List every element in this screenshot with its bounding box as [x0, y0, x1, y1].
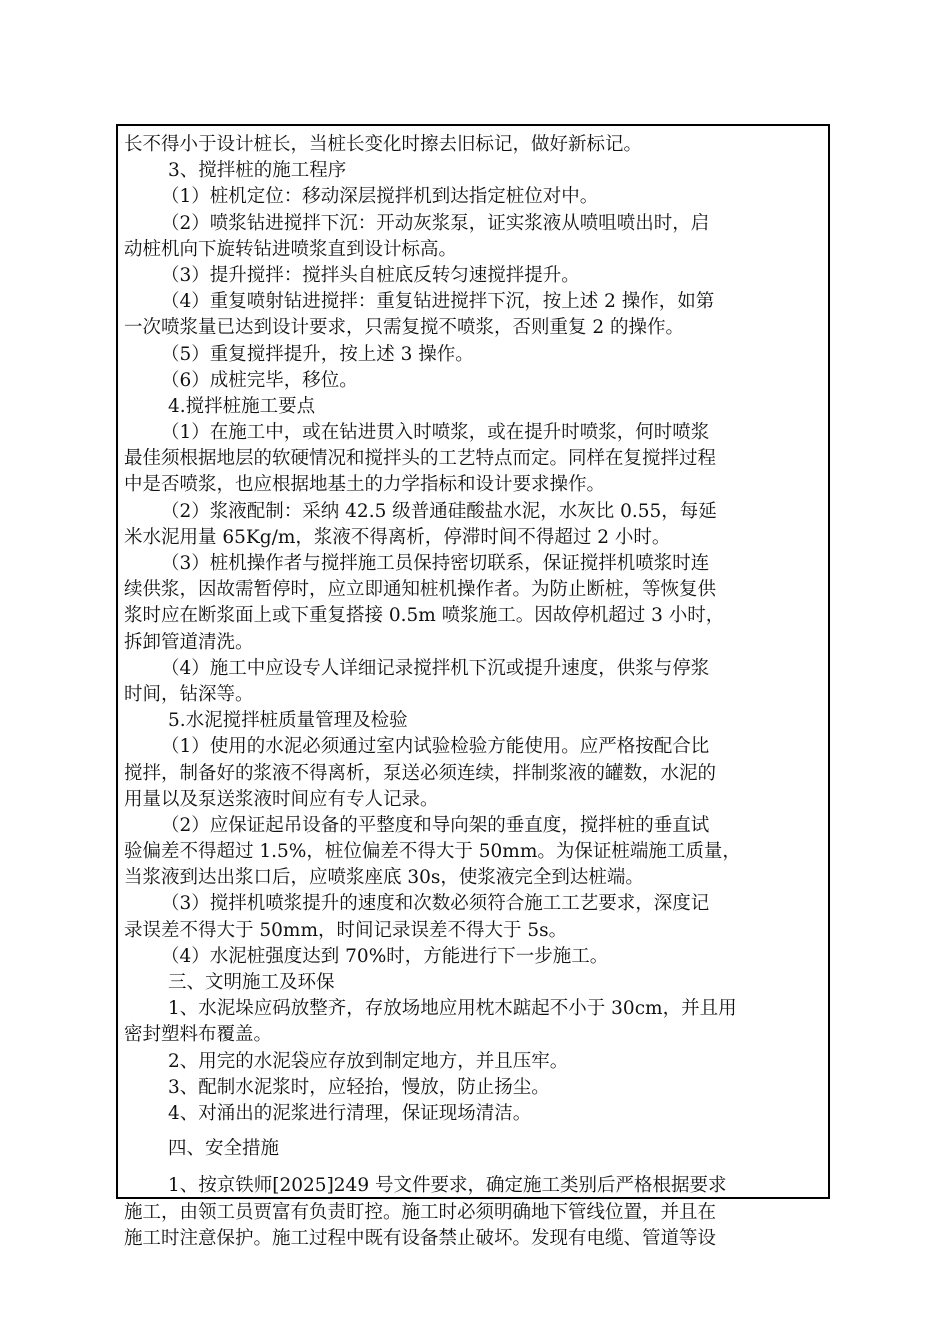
- text-line: （3）提升搅拌：搅拌头自桩底反转匀速搅拌提升。: [161, 264, 580, 286]
- text-line: （4）重复喷射钻进搅拌：重复钻进搅拌下沉，按上述 2 操作，如第: [161, 291, 715, 313]
- text-line: 5.水泥搅拌桩质量管理及检验: [168, 710, 408, 732]
- text-line: 3、搅拌桩的施工程序: [168, 160, 347, 182]
- text-line: 动桩机向下旋转钻进喷浆直到设计标高。: [124, 238, 458, 260]
- text-line: （3）搅拌机喷浆提升的速度和次数必须符合施工工艺要求，深度记: [161, 893, 710, 915]
- text-line: 1、按京铁师[2025]249 号文件要求，确定施工类别后严格根据要求: [168, 1175, 727, 1197]
- text-line: （2）浆液配制：采纳 42.5 级普通硅酸盐水泥，水灰比 0.55，每延: [161, 500, 717, 522]
- text-line: 4.搅拌桩施工要点: [168, 395, 316, 417]
- text-line: （1）桩机定位：移动深层搅拌机到达指定桩位对中。: [161, 186, 599, 208]
- text-line: 施工，由领工员贾富有负责盯控。施工时必须明确地下管线位置，并且在: [124, 1201, 717, 1223]
- text-line: 拆卸管道清洗。: [124, 631, 254, 653]
- text-line: （3）桩机操作者与搅拌施工员保持密切联系，保证搅拌机喷浆时连: [161, 553, 710, 574]
- text-line: 当浆液到达出浆口后，应喷浆座底 30s，使浆液完全到达桩端。: [124, 867, 644, 889]
- text-line: （1）在施工中，或在钻进贯入时喷浆，或在提升时喷浆，何时喷浆: [161, 422, 710, 444]
- text-line: （4）水泥桩强度达到 70%时，方能进行下一步施工。: [161, 945, 609, 967]
- text-line: 米水泥用量 65Kg/m，浆液不得离析，停滞时间不得超过 2 小时。: [124, 526, 671, 548]
- text-line: 施工时注意保护。施工过程中既有设备禁止破坏。发现有电缆、管道等设: [124, 1227, 717, 1249]
- text-line: 3、配制水泥浆时，应轻抬，慢放，防止扬尘。: [168, 1076, 550, 1098]
- text-line: （2）喷浆钻进搅拌下沉：开动灰浆泵，证实浆液从喷咀喷出时，启: [161, 212, 710, 234]
- text-line: 4、对涌出的泥浆进行清理，保证现场清洁。: [168, 1102, 532, 1124]
- text-line: （6）成桩完毕，移位。: [161, 369, 358, 391]
- text-line: 浆时应在断浆面上或下重复搭接 0.5m 喷浆施工。因故停机超过 3 小时，: [124, 605, 725, 627]
- document-body: [124, 132, 824, 1252]
- text-line: 四、安全措施: [168, 1138, 280, 1160]
- document-frame: [116, 124, 830, 1249]
- text-line: 密封塑料布覆盖。: [124, 1024, 273, 1046]
- text-line: 用量以及泵送浆液时间应有专人记录。: [124, 788, 439, 810]
- text-line: 验偏差不得超过 1.5%，桩位偏差不得大于 50mm。为保证桩端施工质量，: [124, 841, 741, 863]
- text-line: 一次喷浆量已达到设计要求，只需复搅不喷浆，否则重复 2 的操作。: [124, 317, 685, 339]
- text-line: 中是否喷浆，也应根据地基土的力学指标和设计要求操作。: [124, 474, 606, 496]
- text-line: （2）应保证起吊设备的平整度和导向架的垂直度，搅拌桩的垂直试: [161, 814, 710, 836]
- text-line: 时间，钻深等。: [124, 683, 254, 705]
- text-line: 1、水泥垛应码放整齐，存放场地应用枕木踮起不小于 30cm，并且用: [168, 998, 737, 1020]
- text-line: 长不得小于设计桩长，当桩长变化时擦去旧标记，做好新标记。: [124, 134, 643, 155]
- text-line: （1）使用的水泥必须通过室内试验检验方能使用。应严格按配合比: [161, 736, 710, 758]
- text-line: 搅拌，制备好的浆液不得离析，泵送必须连续，拌制浆液的罐数，水泥的: [124, 762, 717, 784]
- text-line: 三、文明施工及环保: [168, 972, 335, 993]
- text-line: （5）重复搅拌提升，按上述 3 操作。: [161, 343, 474, 365]
- text-line: 2、用完的水泥袋应存放到制定地方，并且压牢。: [168, 1050, 569, 1072]
- text-line: 录误差不得大于 50mm，时间记录误差不得大于 5s。: [124, 919, 568, 941]
- text-line: 续供浆，因故需暂停时，应立即通知桩机操作者。为防止断桩，等恢复供: [124, 579, 717, 601]
- text-line: （4）施工中应设专人详细记录搅拌机下沉或提升速度，供浆与停浆: [161, 657, 710, 679]
- text-line: 最佳须根据地层的软硬情况和搅拌头的工艺特点而定。同样在复搅拌过程: [124, 448, 717, 470]
